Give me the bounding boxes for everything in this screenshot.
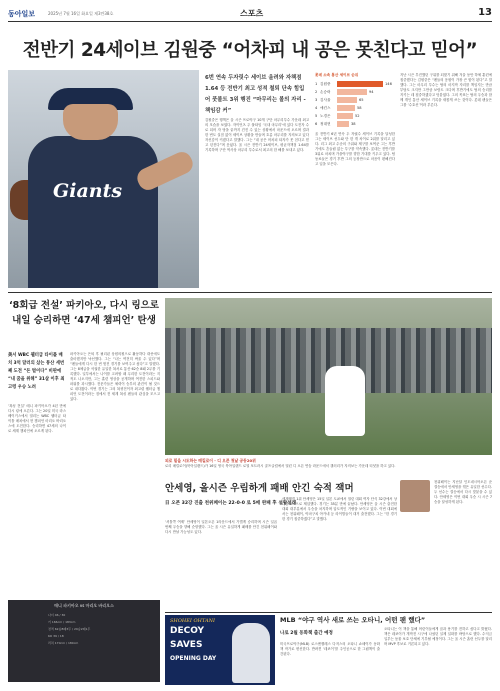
ranking-number: 2 [315, 90, 318, 94]
team-logo: Giants [53, 180, 123, 202]
player-portrait [400, 480, 430, 512]
ranking-bar [337, 97, 357, 103]
face-shape [63, 104, 118, 140]
ranking-value: 65 [359, 98, 364, 102]
ranking-value: 38 [351, 122, 356, 126]
ranking-number: 5 [315, 114, 318, 118]
comparison-row: 전적 62승8패3무 / 29승2패1무 [48, 627, 91, 631]
ranking-row [315, 89, 395, 96]
jersey-shape [28, 136, 158, 288]
masthead [8, 6, 492, 22]
ranking-value: 52 [355, 114, 360, 118]
section-title: 스포츠 [240, 9, 264, 18]
boxing-body-col-1: ‘복싱 전설’ 매니 파키아오가 4년 만에 다시 링에 오른다. 그는 20일 미국 라스베이거스에서 열리는 WBC 웰터급 타이틀 매치에서 현 챔피언 마리오 바리오스에 도전한다. 승리하면 47세의 나이로 세계 챔피언에 오르게 된다. [8, 404, 66, 433]
boxing-subhead: 美서 WBC 웰터급 타이틀 매치 3억 달러의 샀는 통산 세번째 도전 “돈 벌이다” 비판에 “내 꿈을 위해” 31살 이후 최고령 우승 노려 [8, 353, 65, 390]
cover-signature: SHOHEI OHTANI [170, 618, 215, 624]
ranking-title: 롯데 소속 통산 세이브 순위 [315, 73, 359, 77]
main-body-col-2: 올 전반기 6년 연속 두 자릿수 세이브 기록을 달성한 그는 세이브 선두와 단 한 개 차이로 2위를 달리고 있다. 리그 최고 수준의 구위와 제구를 보여준 그는 후반기에도 흔들림 없는 투구를 약속했다. 롯데는 전반기를 3위로 마치며 가을야구를 향한 기대를 키우고 있다. 팀 동료들은 경기 후반 그의 등장만으로 마음이 편해진다고 입을 모은다. [315, 132, 395, 166]
ranking-name: 노경은 [320, 114, 331, 118]
section-divider [8, 292, 492, 293]
boxing-headline: ‘8회급 전설’ 파키아오, 다시 링으로 내일 승리하면 ‘47세 챔피언’ 탄생 [9, 300, 159, 326]
mlb-headline: MLB “야구 역사 새로 쓰는 오타니, 어떤 팬 했다” [280, 616, 426, 624]
ranking-row [315, 121, 395, 128]
ranking-bar [337, 105, 355, 111]
badminton-body-col-1: ‘셔틀콕 여제’ 안세영이 일본오픈 1라운드에서 가볍게 승리하며 시즌 일곱 번째 우승을 향해 순항했다. 그는 올 시즌 유일하게 패배를 안긴 천위페이와 다시 만날 가능성도 있다. [165, 520, 277, 534]
golf-caption-head: 외로 밀을 시도하는 매킬로이 - 디 오픈 첫날 공동20위 [165, 458, 256, 463]
pitcher-photo [8, 70, 199, 288]
mlb-body-col-1: 미국프로야구(MLB) 로스앤젤레스 다저스의 오타니 쇼헤이가 동화책 작가로 변신한다. 반려견 ‘데코이’를 주인공으로 한 그림책이 출간된다. [280, 642, 380, 656]
save-ranking-chart [315, 73, 395, 128]
ranking-bar [337, 121, 349, 127]
ranking-row [315, 113, 395, 120]
badminton-subhead: 日 오픈 32강 진출 천위페이는 22-0-0 로 5매 완패 후 설왕설래 [165, 501, 297, 506]
page-number: 13 [478, 7, 492, 18]
ranking-bar [337, 81, 383, 87]
ranking-name: 손승락 [320, 90, 331, 94]
badminton-body-col-2: 세계랭킹 1위 안세영은 15일 일본 도쿄에서 열린 대회 여자 단식 32강에서 상대를 2-0으로 제압했다. 경기는 35분 만에 끝났다. 안세영은 올 시즌 출전한 대회 대부분에서 우승을 차지하며 압도적인 기량을 보이고 있다. 이번 대회에서는 천위페이, 야마구치 아카네 등 라이벌들이 대거 출전했다. 그는 “한 경기 한 경기 집중하겠다”고 말했다. [282, 497, 397, 521]
main-body-col-3: 지난 시즌 부진했던 구위를 되찾기 위해 겨울 동안 하체 훈련에 집중했다는 김원중은 “팬들의 응원이 가장 큰 힘이 된다”고 말했다. 그는 마무리 투수는 팀의 마지막 자리를 책임지는 만큼 부담도 크지만 그만큼 보람도 크다며 후반기에도 팀의 승리를 지키는 데 집중하겠다고 덧붙였다. 그의 목표는 팀의 우승과 함께 개인 통산 세이브 기록을 새롭게 쓰는 것이다. 롯데 팬들은 그를 ‘수호신’이라 부른다. [400, 73, 492, 107]
badminton-headline: 안세영, 올시즌 우림하게 패배 안긴 숙적 잭머 [165, 483, 354, 494]
ranking-value: 58 [357, 106, 362, 110]
mlb-body-col-2: 오타니는 이 책을 통해 어린이들에게 꿈과 용기를 전하고 싶다고 밝혔다. 책은 데코이가 개막전 시구에 나섰던 실제 일화를 바탕으로 했다. 수익금 일부는 동물 보호 단체에 기부될 예정이다. 그는 올 시즌 홈런 선두를 달리며 MVP 후보로 거론되고 있다. [384, 627, 492, 646]
comparison-row: KO 39 / 18 [48, 634, 64, 638]
ranking-row [315, 105, 395, 112]
issue-date: 2025년 7월 16일 화요일 제3만38호 [48, 11, 114, 16]
ranking-bar [337, 113, 353, 119]
newspaper-name: 동아일보 [8, 10, 36, 18]
golf-photo [165, 298, 492, 455]
cover-figure [232, 623, 270, 683]
fighter-comparison-table [8, 600, 160, 682]
main-lede: 6번 연속 두자릿수 세이브 올려와 자책점 1.64 등 전반기 최고 성적 철퇴 단속 힘입어 풋볼트 3위 행진 “마무리는 볼의 자리 - 책임감 커” [205, 75, 306, 114]
ranking-value: 146 [385, 82, 392, 86]
ranking-row [315, 97, 395, 104]
ranking-name: 정대현 [320, 122, 331, 126]
golfer-figure [325, 366, 365, 436]
ranking-name: 김사율 [320, 98, 331, 102]
ranking-bar [337, 89, 367, 95]
mlb-subhead: 나로 2월 동화책 출간 예정 [280, 631, 333, 636]
section-divider-2 [165, 612, 492, 613]
comparison-row: 나이 46 / 30 [48, 613, 66, 617]
ranking-value: 94 [369, 90, 374, 94]
golf-caption-text: 로리 매킬로이(북아일랜드)가 16일 영국 북아일랜드 로열 포트러시 골프클럽에서 열린 디 오픈 연습 라운드에서 갤러리가 지켜보는 가운데 티샷을 하고 있다. [165, 464, 396, 468]
book-cover [165, 615, 275, 685]
cover-title-3: OPENING DAY [170, 655, 217, 662]
comparison-row: 리치 170cm / 180cm [48, 641, 79, 645]
ranking-number: 1 [315, 82, 318, 86]
boxing-body-col-2: 파키아오는 은퇴 후 필리핀 상원의원으로 활동하다 대선에도 출마했지만 낙선했다. 그는 “나는 여전히 싸울 수 있다”며 “팬들에게 다시 한 번 멋진 경기를 보여주고 싶다”고 말했다. 그는 8체급을 석권한 유일한 복서로 통산 62승 8패 2무를 기록했다. 일부에서는 나이를 고려할 때 무리한 도전이라는 지적도 나오지만, 그는 훈련 영상을 공개하며 여전한 스피드와 파워를 과시했다. 전문가들은 체력이 승부의 관건이 될 것으로 내다봤다. 이번 경기는 그의 복귀전이자 최고령 웰터급 챔피언 도전이라는 점에서 전 세계 복싱 팬들의 관심을 모으고 있다. [70, 352, 160, 401]
comparison-title: 매니 파키아오 vs 마리오 바리오스 [54, 603, 114, 608]
ranking-name: 김원중 [320, 82, 331, 86]
cover-title-2: SAVES [170, 640, 203, 650]
golf-caption [165, 458, 492, 474]
ranking-number: 4 [315, 106, 318, 110]
ranking-number: 6 [315, 122, 318, 126]
ranking-row [315, 81, 395, 88]
ranking-name: 애킨스 [320, 106, 331, 110]
ranking-number: 3 [315, 98, 318, 102]
comparison-row: 키 166cm / 183cm [48, 620, 76, 624]
cover-title-1: DECOY [170, 626, 205, 636]
badminton-body-col-3: 천위페이는 지난달 인도네시아오픈 준결승에서 안세영을 꺾은 유일한 선수다. 두 선수는 결승에서 다시 맞붙을 수 있다. 안세영은 이번 대회 우승 시 시즌 7승을 달성하게 된다. [434, 480, 492, 504]
main-body-col-1: 김원중은 행책은 올 시즌 프로야구 10개 구단 마무리투수 가운데 최고의 모습을 보였다. 자이언츠 주 풀타임 ‘국내 마무리’에 있다 도전자 수로 되어 자 당을 끝까지 건진 수 있는 상황에서 마운드에 오르며 결과 한 번도 실점 없이 세이브 상황을 만들며 흐름 마무리를 지켜보고 있다 자신감이 커졌다고 말했다. 그는 “내 공은 어차피 타자가 못 친다고 믿고 던진다”며 웃었다. 올 시즌 전반기 24세이브, 평균자책점 1.64를 기록하며 구단 역사상 마무리 투수로서 최고의 한 해를 보내고 있다. [205, 118, 309, 152]
main-headline: 전반기 24세이브 김원중 “어차피 내 공은 못친다고 믿어” [22, 40, 478, 61]
